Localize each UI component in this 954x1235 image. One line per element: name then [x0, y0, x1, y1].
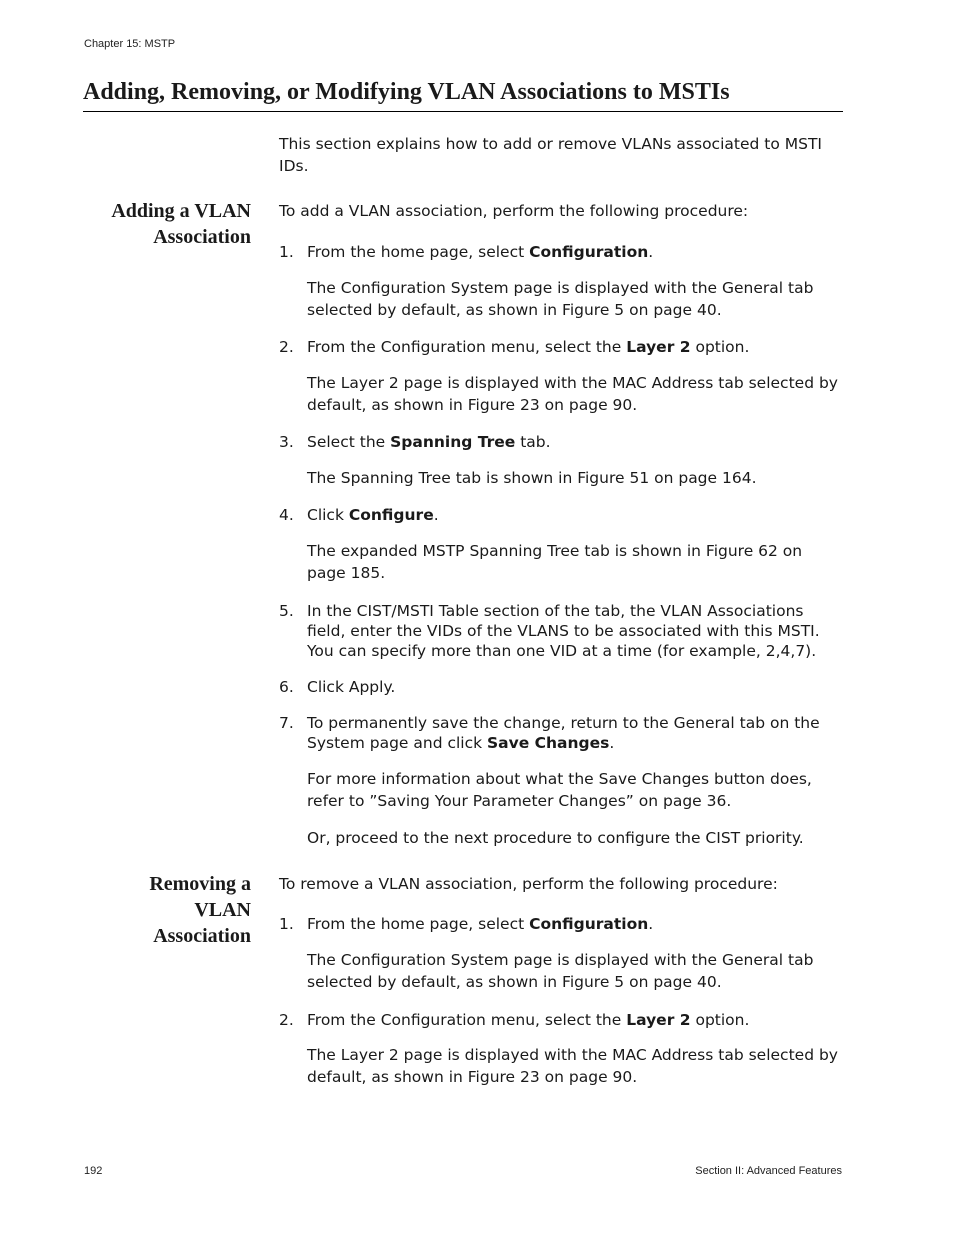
ui-term: Configuration — [529, 243, 649, 261]
adding-step-7-note-2: Or, proceed to the next procedure to configure the CIST priority. — [307, 829, 804, 847]
step-text: option. — [690, 1011, 750, 1029]
step-text: . — [648, 915, 654, 933]
step-number: 5. — [279, 602, 294, 620]
intro-paragraph: This section explains how to add or remove VLANs associated to MSTI IDs. — [279, 135, 823, 175]
step-text: From the home page, select — [307, 915, 530, 933]
step-number: 4. — [279, 506, 294, 524]
heading-line: Association — [153, 226, 251, 248]
ui-term: Layer 2 — [626, 338, 691, 356]
heading-line: Association — [153, 925, 251, 947]
running-head: Chapter 15: MSTP — [84, 38, 176, 50]
step-text: Click — [307, 506, 349, 524]
step-number: 1. — [279, 243, 294, 261]
step-text: In the CIST/MSTI Table section of the tab, the VLAN Associations field, enter the VIDs of the VLANS to be associated with this MSTI. You can specify more than one VID at a time (for example, 2,4,7). — [307, 602, 820, 660]
ui-term: Spanning Tree — [390, 433, 516, 451]
step-number: 1. — [279, 915, 294, 933]
ui-term: Layer 2 — [626, 1011, 691, 1029]
removing-lead: To remove a VLAN association, perform the following procedure: — [279, 875, 778, 893]
heading-line: Removing a — [149, 873, 251, 895]
step-text: tab. — [515, 433, 551, 451]
step-number: 6. — [279, 678, 294, 696]
step-text: option. — [690, 338, 750, 356]
step-text: . — [433, 506, 439, 524]
footer-section: Section II: Advanced Features — [695, 1165, 842, 1177]
ui-term: Configuration — [529, 915, 649, 933]
heading-line: Adding a VLAN — [111, 200, 251, 222]
page-title: Adding, Removing, or Modifying VLAN Associations to MSTIs — [83, 77, 843, 112]
step-number: 2. — [279, 1011, 294, 1029]
adding-lead: To add a VLAN association, perform the following procedure: — [279, 202, 749, 220]
section-heading-adding — [76, 198, 251, 250]
step-text: . — [609, 734, 615, 752]
adding-step-7-note: For more information about what the Save Changes button does, refer to ”Saving Your Parameter Changes” on page 36. — [307, 770, 812, 810]
step-text: From the home page, select — [307, 243, 530, 261]
step-number: 7. — [279, 714, 294, 732]
page-number: 192 — [84, 1165, 103, 1177]
adding-step-3-note: The Spanning Tree tab is shown in Figure 51 on page 164. — [307, 469, 757, 487]
adding-step-2-note: The Layer 2 page is displayed with the MAC Address tab selected by default, as shown in Figure 23 on page 90. — [307, 374, 838, 414]
step-text: Select the — [307, 433, 391, 451]
ui-term: Configure — [348, 506, 434, 524]
removing-step-1-note: The Configuration System page is displayed with the General tab selected by default, as shown in Figure 5 on page 40. — [307, 951, 814, 991]
step-text: From the Configuration menu, select the — [307, 1011, 627, 1029]
adding-step-1-note: The Configuration System page is displayed with the General tab selected by default, as shown in Figure 5 on page 40. — [307, 279, 814, 319]
step-number: 3. — [279, 433, 294, 451]
step-text: From the Configuration menu, select the — [307, 338, 627, 356]
step-text: To permanently save the change, return to the General tab on the System page and click — [307, 714, 820, 752]
removing-step-2-note: The Layer 2 page is displayed with the MAC Address tab selected by default, as shown in Figure 23 on page 90. — [307, 1046, 838, 1086]
section-heading-removing — [76, 871, 251, 949]
ui-term: Save Changes — [487, 734, 610, 752]
step-text: Click Apply. — [307, 678, 396, 696]
step-text: . — [648, 243, 654, 261]
step-number: 2. — [279, 338, 294, 356]
heading-line: VLAN — [194, 899, 251, 921]
adding-step-4-note: The expanded MSTP Spanning Tree tab is shown in Figure 62 on page 185. — [307, 542, 803, 582]
